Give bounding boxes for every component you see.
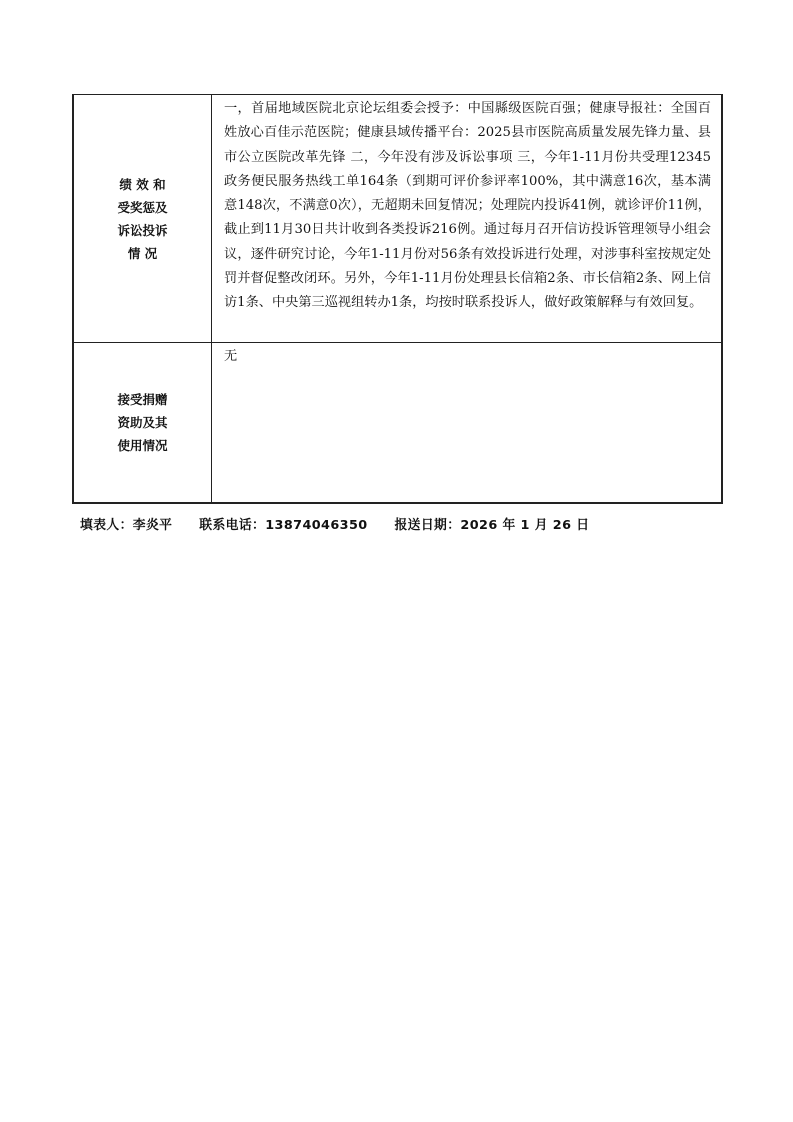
submission-date: 报送日期：2026 年 1 月 26 日 (394, 518, 590, 533)
label-line: 资助及其 (117, 414, 168, 430)
label-line: 使用情况 (117, 437, 168, 453)
table-row-donation (73, 343, 722, 503)
performance-content-text: 一，首届地域医院北京论坛组委会授予：中国縣级医院百强；健康导报社：全国百姓放心百佳示范医院；健康县域传播平台：2025县市医院高质量发展先锋力量、县市公立医院改革先锋 二，今年没有涉及诉讼事项 三，今年1-11月份共受理12345政务便民服务热线工单164条（到期可评价参评率100%，其中满意16次，基本满意148次，不满意0次），无超期未回复情况；处理院内投诉41例，就诊评价11例，截止到11月30日共计收到各类投诉216例。通过每月召开信访投诉管理领导小组会议，逐件研究讨论，今年1-11月份对56条有效投诉进行处理，对涉事科室按规定处罚并督促整改闭环。另外，今年1-11月份处理县长信箱2条、市长信箱2条、网上信访1条、中央第三巡视组转办1条，均按时联系投诉人，做好政策解释与有效回复。 (224, 101, 711, 311)
label-cell-performance (73, 95, 212, 343)
label-line: 受奖惩及 (117, 199, 168, 215)
label-line: 情 况 (127, 245, 158, 261)
label-line: 诉讼投诉 (117, 222, 168, 238)
label-cell-donation (73, 343, 212, 503)
form-footer (80, 514, 611, 533)
table-row-performance (73, 95, 722, 343)
label-line: 接受捐赠 (117, 391, 168, 407)
contact-phone: 联系电话：13874046350 (199, 518, 368, 533)
report-table (72, 94, 723, 504)
donation-content-text: 无 (224, 349, 238, 364)
content-cell-performance (212, 95, 723, 343)
label-line: 绩 效 和 (119, 176, 166, 192)
content-cell-donation (212, 343, 723, 503)
filler-name: 填表人：李炎平 (80, 518, 173, 533)
